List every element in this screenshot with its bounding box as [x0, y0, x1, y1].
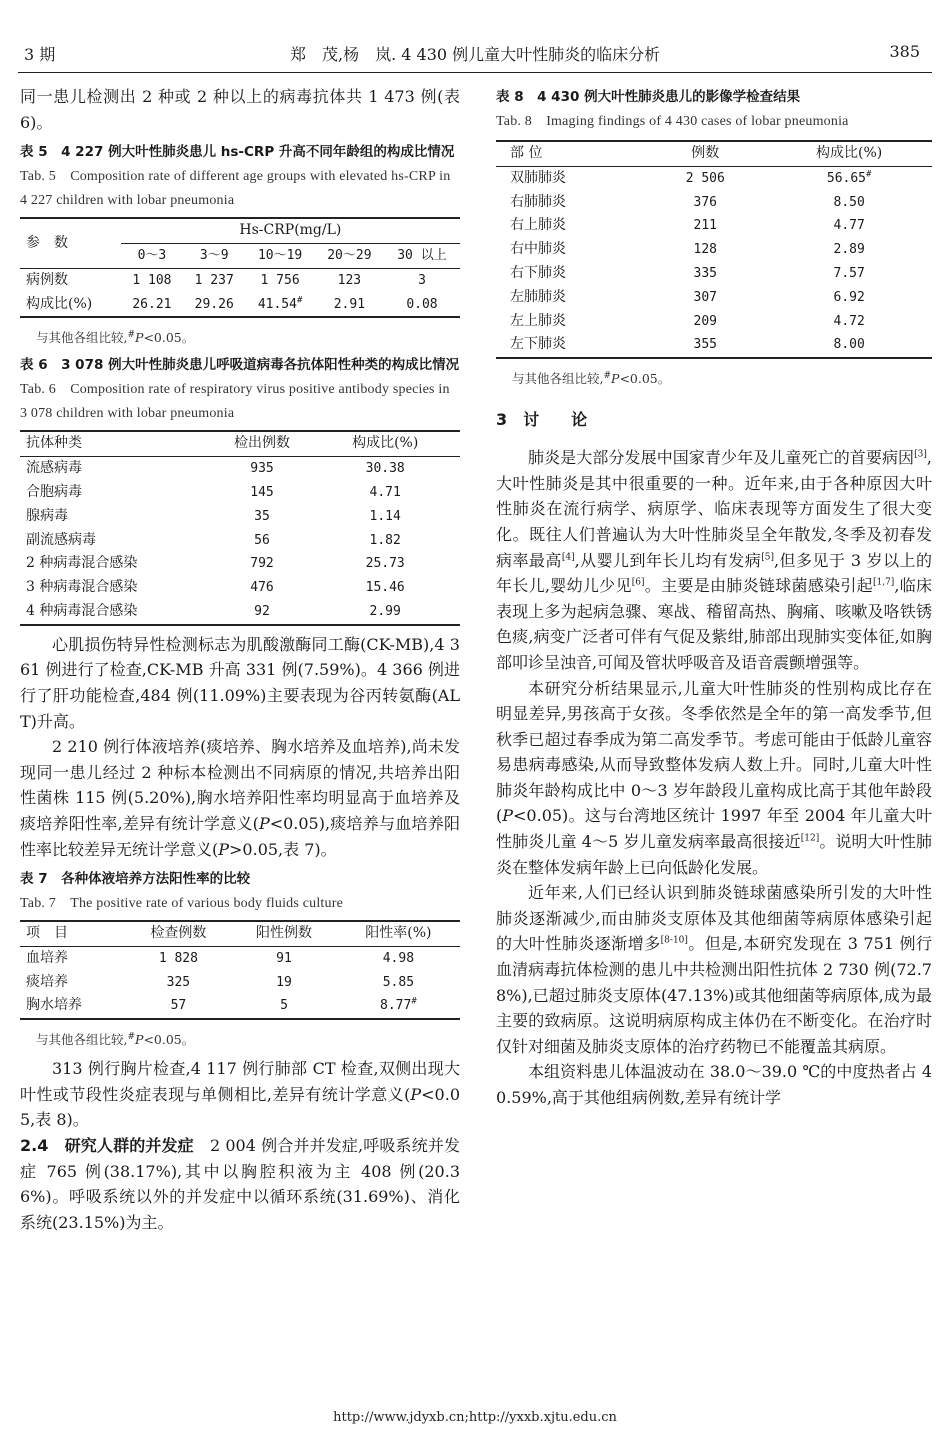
table-row: 合胞病毒 145 4.71 [26, 483, 401, 500]
table-cell: 2.91 [333, 296, 366, 312]
table8-col-header: 构成比(%) [766, 141, 932, 166]
culture-paragraph: 2 210 例行体液培养(痰培养、胸水培养及血培养),尚未发现同一患儿经过 2 种标本检测出不同病原的情况,共培养出阳性菌株 115 例(5.20%),胸水培养阳性率均明显高于血培养及痰培养阳性率,差异有统计学意义(P<0.05),痰培养与血培养阳性率比较差异无统计学意义(P>0.05,表 7)。 [20, 737, 460, 859]
table7-col-header: 阳性例数 [231, 921, 337, 946]
table-cell: 29.26 [194, 296, 234, 312]
sig-mark: # [866, 169, 872, 180]
table8-caption: 表 8 4 430 例大叶性肺炎患儿的影像学检查结果 [496, 89, 801, 105]
table-row: 右肺肺炎 376 8.50 [510, 193, 865, 210]
intro-paragraph: 同一患儿检测出 2 种或 2 种以上的病毒抗体共 1 473 例(表 6)。 [20, 87, 460, 132]
discussion-paragraph-3: 近年来,人们已经认识到肺炎链球菌感染所引发的大叶性肺炎逐渐减少,而由肺炎支原体及其他细菌等病原体感染引起的大叶性肺炎逐渐增多[8-10]。但是,本研究发现在 3 751 例行血清病毒抗体检测的患儿中共检测出阳性抗体 2 730 例(72.78%),已超过肺炎支原体(47.13%)或其他细菌等病原体,成为最主要的致病原。这说明病原构成主体仍在不断变化。在治疗时仅针对细菌及肺炎支原体的治疗药物已不能覆盖其病原。 [496, 883, 932, 1056]
table8-col-header: 例数 [644, 141, 766, 166]
table7 [20, 920, 460, 1020]
table5-note: 与其他各组比较,#P<0.05。 [36, 330, 195, 346]
sig-mark: # [296, 295, 303, 306]
right-column [496, 84, 932, 1111]
page-number: 385 [889, 42, 920, 61]
table5-col-header: 30 以上 [384, 243, 460, 268]
table-cell: 41.54# [257, 295, 303, 312]
table5-col-header: 3～9 [183, 243, 245, 268]
table-cell: 1 756 [260, 272, 300, 288]
citation: [6] [631, 577, 645, 588]
table-cell: 构成比(%) [26, 295, 93, 312]
table6-caption-en: Tab. 6 Composition rate of respiratory virus positive antibody species in 3 078 children with lobar pneumonia [20, 382, 450, 422]
table6-col-header: 检出例数 [214, 431, 311, 456]
ct-paragraph: 313 例行胸片检查,4 117 例行肺部 CT 检查,双侧出现大叶性或节段性炎症表现与单侧相比,差异有统计学意义(P<0.05,表 8)。 [20, 1059, 460, 1130]
table7-col-header: 阳性率(%) [337, 921, 460, 946]
citation: [4] [561, 552, 575, 563]
table7-caption: 表 7 各种体液培养方法阳性率的比较 [20, 871, 251, 888]
table-cell: 3 [418, 272, 426, 288]
running-title: 郑 茂,杨 岚. 4 430 例儿童大叶性肺炎的临床分析 [290, 45, 661, 64]
table-cell: 病例数 [26, 271, 68, 288]
sig-mark: # [411, 997, 417, 1008]
table5-col-header: 20～29 [315, 243, 384, 268]
table-row: 双肺肺炎 2 506 56.65# [510, 169, 872, 186]
citation: [12] [800, 833, 820, 844]
table-row: 副流感病毒 56 1.82 [26, 531, 401, 548]
issue-label: 3 期 [24, 45, 56, 64]
table-row: 左肺肺炎 307 6.92 [510, 288, 865, 305]
table7-note: 与其他各组比较,#P<0.05。 [36, 1032, 195, 1048]
table5-param-header: 参 数 [20, 218, 121, 268]
table7-col-header: 项 目 [20, 921, 126, 946]
table-cell: 26.21 [132, 296, 172, 312]
table-row [20, 268, 460, 292]
discussion-paragraph-4: 本组资料患儿体温波动在 38.0～39.0 ℃的中度热者占 40.59%,高于其他组病例数,差异有统计学 [496, 1062, 932, 1108]
table5 [20, 217, 460, 318]
table-row: 右下肺炎 335 7.57 [510, 264, 865, 281]
table6-col-header: 抗体种类 [20, 431, 214, 456]
table-row: 左上肺炎 209 4.72 [510, 312, 865, 329]
table-cell: 123 [337, 272, 362, 288]
citation: [8-10] [660, 936, 688, 947]
table6-col-header: 构成比(%) [310, 431, 460, 456]
table-row: 痰培养 325 19 5.85 [26, 973, 415, 990]
table7-caption-en: Tab. 7 The positive rate of various body fluids culture [20, 896, 343, 912]
table-cell: 1 108 [132, 272, 172, 288]
table-row: 右上肺炎 211 4.77 [510, 217, 865, 234]
table-row [20, 293, 460, 318]
table-row: 3 种病毒混合感染 476 15.46 [26, 579, 405, 596]
citation: [1,7] [872, 577, 895, 588]
discussion-paragraph-1: 肺炎是大部分发展中国家青少年及儿童死亡的首要病因[3],大叶性肺炎是其中很重要的一种。近年来,由于各种原因大叶性肺炎在流行病学、病原学、临床表现等方面发生了很大变化。既往人们普遍认为大叶性肺炎呈全年散发,冬季及初春发病率最高[4],从婴儿到年长儿均有发病[5],但多见于 3 岁以上的年长儿,婴幼儿少见[6]。主要是由肺炎链球菌感染引起[1,7],临床表现上多为起病急骤、寒战、稽留高热、胸痛、咳嗽及咯铁锈色痰,病变广泛者可伴有气促及紫绀,肺部出现肺实变体征,如胸部叩诊呈浊音,可闻及管状呼吸音及语音震颤增强等。 [496, 448, 932, 672]
table8 [496, 140, 932, 359]
table5-col-header: 10～19 [245, 243, 314, 268]
ck-paragraph: 心肌损伤特异性检测标志为肌酸激酶同工酶(CK-MB),4 361 例进行了检查,CK-MB 升高 331 例(7.59%)。4 366 例进行了肝功能检查,484 例(11.09%)主要表现为谷丙转氨酶(ALT)升高。 [20, 634, 460, 731]
running-header [0, 0, 950, 64]
table6-caption: 表 6 3 078 例大叶性肺炎患儿呼吸道病毒各抗体阳性种类的构成比情况 [20, 357, 460, 374]
complication-paragraph: 2.4 研究人群的并发症 2 004 例合并并发症,呼吸系统并发症 765 例(38.17%),其中以胸腔积液为主 408 例(20.36%)。呼吸系统以外的并发症中以循环系统(31.69%)、消化系统(23.15%)为主。 [20, 1136, 460, 1232]
section-3-title: 3 讨 论 [496, 410, 588, 430]
table-cell: 1 237 [194, 272, 234, 288]
table-row: 胸水培养 57 5 8.77# [26, 997, 417, 1014]
table5-caption: 表 5 4 227 例大叶性肺炎患儿 hs-CRP 升高不同年龄组的构成比情况 [20, 144, 455, 161]
table-row: 右中肺炎 128 2.89 [510, 241, 865, 258]
left-column [20, 84, 460, 1235]
table-row: 4 种病毒混合感染 92 2.99 [26, 602, 401, 619]
table8-caption-en: Tab. 8 Imaging findings of 4 430 cases of lobar pneumonia [496, 114, 849, 129]
table7-col-header: 检查例数 [126, 921, 232, 946]
footer-urls: http://www.jdyxb.cn;http://yxxb.xjtu.edu.cn [333, 1410, 617, 1425]
table-row: 流感病毒 935 30.38 [26, 460, 405, 477]
table-row: 腺病毒 35 1.14 [26, 507, 401, 524]
table8-col-header: 部 位 [496, 141, 644, 166]
table-row: 2 种病毒混合感染 792 25.73 [26, 555, 405, 572]
discussion-paragraph-2: 本研究分析结果显示,儿童大叶性肺炎的性别构成比存在明显差异,男孩高于女孩。冬季依然是全年的第一高发季节,但秋季已超过春季成为第二高发季节。考虑可能由于低龄儿童容易患病毒感染,从而导致整体发病人数上升。同时,儿童大叶性肺炎年龄构成比中 0～3 岁年龄段儿童构成比高于其他年龄段(P<0.05)。这与台湾地区统计 1997 年至 2004 年儿童大叶性肺炎儿童 4～5 岁儿童发病率最高很接近[12]。说明大叶性肺炎在整体发病年龄上已向低龄化发展。 [496, 678, 932, 877]
section-2-4-title: 2.4 研究人群的并发症 [20, 1136, 194, 1156]
header-rule [18, 72, 932, 73]
citation: [5] [761, 552, 774, 563]
table5-col-header: 0～3 [121, 243, 183, 268]
table8-note: 与其他各组比较,#P<0.05。 [512, 371, 671, 387]
table-row: 左下肺炎 355 8.00 [510, 336, 865, 353]
table6 [20, 430, 460, 625]
table-cell: 0.08 [406, 296, 438, 312]
table-row: 血培养 1 828 91 4.98 [26, 949, 415, 966]
citation: [3] [914, 449, 927, 460]
table5-caption-en: Tab. 5 Composition rate of different age groups with elevated hs-CRP in 4 227 children with lobar pneumonia [20, 169, 451, 209]
table5-group-header: Hs-CRP(mg/L) [121, 218, 460, 243]
